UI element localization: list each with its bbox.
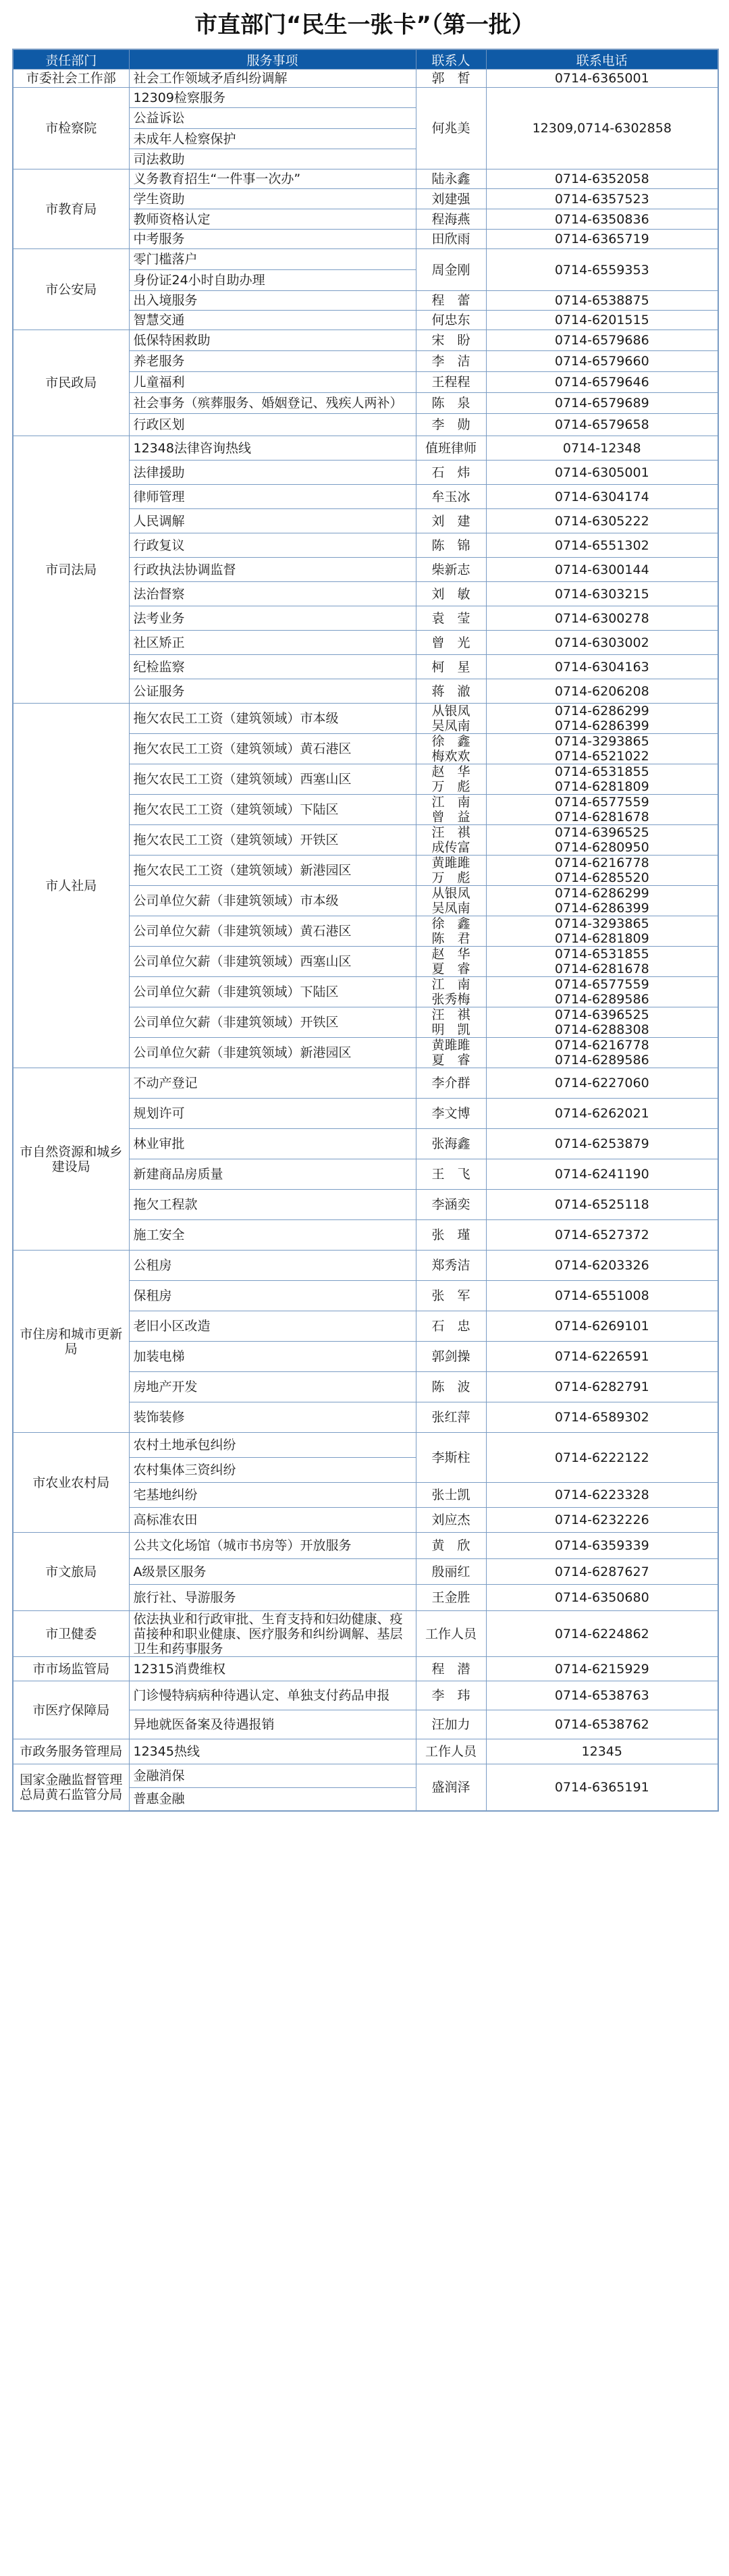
contact-cell: 程 蕾	[416, 291, 486, 311]
service-item-cell: 12309检察服务	[129, 88, 416, 108]
contact-cell: 刘应杰	[416, 1508, 486, 1533]
phone-cell: 0714-6262021	[486, 1099, 718, 1129]
contact-cell: 李 洁	[416, 351, 486, 372]
contact-cell: 黄 欣	[416, 1533, 486, 1559]
phone-cell: 0714-6216778 0714-6289586	[486, 1038, 718, 1068]
phone-cell: 0714-6269101	[486, 1311, 718, 1342]
contact-cell: 王金胜	[416, 1585, 486, 1611]
service-item-cell: 出入境服务	[129, 291, 416, 311]
table-row	[13, 436, 718, 461]
service-item-cell: 社会工作领域矛盾纠纷调解	[129, 70, 416, 88]
phone-cell: 0714-6305001	[486, 461, 718, 485]
department-cell: 市住房和城市更新局	[13, 1251, 129, 1433]
department-cell: 市自然资源和城乡建设局	[13, 1068, 129, 1251]
department-cell: 市农业农村局	[13, 1433, 129, 1533]
phone-cell: 0714-6226591	[486, 1342, 718, 1372]
page-title: 市直部门“民生一张卡”（第一批）	[194, 11, 535, 38]
service-item-cell: 行政区划	[129, 414, 416, 436]
table-row	[13, 1068, 718, 1099]
contact-cell: 李斯柱	[416, 1433, 486, 1483]
service-item-cell: 公租房	[129, 1251, 416, 1281]
contact-cell: 李 玮	[416, 1681, 486, 1710]
service-item-cell: A级景区服务	[129, 1559, 416, 1585]
phone-cell: 0714-6303002	[486, 631, 718, 655]
service-item-cell: 义务教育招生“一件事一次办”	[129, 169, 416, 189]
service-item-cell: 智慧交通	[129, 311, 416, 330]
service-item-cell: 人民调解	[129, 509, 416, 533]
contact-cell: 黄雎雎 万 彪	[416, 856, 486, 886]
service-item-cell: 低保特困救助	[129, 330, 416, 351]
service-item-cell: 法治督察	[129, 582, 416, 606]
service-item-cell: 未成年人检察保护	[129, 129, 416, 149]
department-cell: 市医疗保障局	[13, 1681, 129, 1739]
phone-cell: 0714-6303215	[486, 582, 718, 606]
phone-cell: 0714-6350836	[486, 209, 718, 230]
service-item-cell: 老旧小区改造	[129, 1311, 416, 1342]
service-item-cell: 零门槛落户	[129, 249, 416, 270]
service-item-cell: 纪检监察	[129, 655, 416, 679]
service-item-cell: 装饰装修	[129, 1402, 416, 1433]
service-item-cell: 12345热线	[129, 1739, 416, 1764]
phone-cell: 0714-6365191	[486, 1764, 718, 1811]
service-card-table	[12, 49, 719, 1812]
phone-cell: 0714-6286299 0714-6286399	[486, 704, 718, 734]
phone-cell: 0714-6241190	[486, 1159, 718, 1190]
contact-cell: 张海鑫	[416, 1129, 486, 1159]
phone-cell: 0714-6216778 0714-6285520	[486, 856, 718, 886]
header-contact: 联系人	[416, 49, 486, 70]
contact-cell: 周金刚	[416, 249, 486, 291]
service-item-cell: 社区矫正	[129, 631, 416, 655]
phone-cell: 0714-6300278	[486, 606, 718, 631]
service-item-cell: 公司单位欠薪（非建筑领域）市本级	[129, 886, 416, 916]
contact-cell: 陈 泉	[416, 393, 486, 414]
contact-cell: 蒋 澈	[416, 679, 486, 704]
service-item-cell: 法考业务	[129, 606, 416, 631]
table-header-row	[13, 49, 718, 70]
service-item-cell: 公司单位欠薪（非建筑领域）西塞山区	[129, 947, 416, 977]
contact-cell: 李介群	[416, 1068, 486, 1099]
service-item-cell: 拖欠农民工工资（建筑领域）市本级	[129, 704, 416, 734]
contact-cell: 王程程	[416, 372, 486, 393]
service-item-cell: 学生资助	[129, 189, 416, 209]
contact-cell: 李文博	[416, 1099, 486, 1129]
contact-cell: 从银凤 吴凤南	[416, 704, 486, 734]
phone-cell: 0714-6365001	[486, 70, 718, 88]
department-cell: 国家金融监督管理总局黄石监管分局	[13, 1764, 129, 1811]
contact-cell: 徐 鑫 陈 君	[416, 916, 486, 947]
contact-cell: 陈 波	[416, 1372, 486, 1402]
contact-cell: 郭 皙	[416, 70, 486, 88]
phone-cell: 0714-6232226	[486, 1508, 718, 1533]
department-cell: 市检察院	[13, 88, 129, 169]
department-cell: 市公安局	[13, 249, 129, 330]
phone-cell: 0714-6396525 0714-6288308	[486, 1007, 718, 1038]
contact-cell: 江 南 曾 益	[416, 795, 486, 825]
contact-cell: 何忠东	[416, 311, 486, 330]
phone-cell: 0714-6203326	[486, 1251, 718, 1281]
contact-cell: 江 南 张秀梅	[416, 977, 486, 1007]
service-item-cell: 行政复议	[129, 533, 416, 558]
service-item-cell: 拖欠农民工工资（建筑领域）西塞山区	[129, 764, 416, 795]
phone-cell: 0714-6352058	[486, 169, 718, 189]
service-item-cell: 拖欠农民工工资（建筑领域）新港园区	[129, 856, 416, 886]
contact-cell: 曾 光	[416, 631, 486, 655]
table-body	[13, 70, 718, 1811]
phone-cell: 0714-6396525 0714-6280950	[486, 825, 718, 856]
service-item-cell: 公司单位欠薪（非建筑领域）下陆区	[129, 977, 416, 1007]
phone-cell: 0714-6300144	[486, 558, 718, 582]
service-item-cell: 社会事务（殡葬服务、婚姻登记、残疾人两补）	[129, 393, 416, 414]
phone-cell: 0714-6224862	[486, 1611, 718, 1657]
department-cell: 市文旅局	[13, 1533, 129, 1611]
phone-cell: 0714-6282791	[486, 1372, 718, 1402]
phone-cell: 0714-6551008	[486, 1281, 718, 1311]
service-item-cell: 儿童福利	[129, 372, 416, 393]
phone-cell: 0714-6579660	[486, 351, 718, 372]
contact-cell: 袁 莹	[416, 606, 486, 631]
service-item-cell: 异地就医备案及待遇报销	[129, 1710, 416, 1739]
service-item-cell: 公益诉讼	[129, 108, 416, 129]
table-row	[13, 1533, 718, 1559]
service-item-cell: 法律援助	[129, 461, 416, 485]
service-item-cell: 公司单位欠薪（非建筑领域）新港园区	[129, 1038, 416, 1068]
phone-cell: 0714-6559353	[486, 249, 718, 291]
contact-cell: 石 炜	[416, 461, 486, 485]
service-item-cell: 中考服务	[129, 230, 416, 249]
contact-cell: 李涵奕	[416, 1190, 486, 1220]
service-item-cell: 门诊慢特病病种待遇认定、单独支付药品申报	[129, 1681, 416, 1710]
contact-cell: 刘 敏	[416, 582, 486, 606]
contact-cell: 徐 鑫 梅欢欢	[416, 734, 486, 764]
department-cell: 市人社局	[13, 704, 129, 1068]
contact-cell: 刘 建	[416, 509, 486, 533]
department-cell: 市委社会工作部	[13, 70, 129, 88]
header-department: 责任部门	[13, 49, 129, 70]
header-phone: 联系电话	[486, 49, 718, 70]
service-item-cell: 不动产登记	[129, 1068, 416, 1099]
service-item-cell: 律师管理	[129, 485, 416, 509]
service-item-cell: 林业审批	[129, 1129, 416, 1159]
table-row	[13, 70, 718, 88]
department-cell: 市市场监管局	[13, 1657, 129, 1681]
phone-cell: 0714-6525118	[486, 1190, 718, 1220]
phone-cell: 0714-6579689	[486, 393, 718, 414]
phone-cell: 0714-6538763	[486, 1681, 718, 1710]
contact-cell: 工作人员	[416, 1739, 486, 1764]
phone-cell: 0714-3293865 0714-6521022	[486, 734, 718, 764]
contact-cell: 张 军	[416, 1281, 486, 1311]
contact-cell: 程 潜	[416, 1657, 486, 1681]
phone-cell: 0714-6365719	[486, 230, 718, 249]
service-item-cell: 拖欠农民工工资（建筑领域）开铁区	[129, 825, 416, 856]
phone-cell: 0714-6222122	[486, 1433, 718, 1483]
service-item-cell: 普惠金融	[129, 1788, 416, 1811]
service-item-cell: 施工安全	[129, 1220, 416, 1251]
service-item-cell: 保租房	[129, 1281, 416, 1311]
phone-cell: 0714-6527372	[486, 1220, 718, 1251]
contact-cell: 殷丽红	[416, 1559, 486, 1585]
contact-cell: 牟玉冰	[416, 485, 486, 509]
phone-cell: 0714-6223328	[486, 1483, 718, 1508]
table-row	[13, 169, 718, 189]
contact-cell: 柴新志	[416, 558, 486, 582]
phone-cell: 0714-6304174	[486, 485, 718, 509]
service-item-cell: 12315消费维权	[129, 1657, 416, 1681]
phone-cell: 0714-6538875	[486, 291, 718, 311]
service-item-cell: 公司单位欠薪（非建筑领域）开铁区	[129, 1007, 416, 1038]
contact-cell: 从银凤 吴凤南	[416, 886, 486, 916]
service-item-cell: 农村土地承包纠纷	[129, 1433, 416, 1458]
service-item-cell: 养老服务	[129, 351, 416, 372]
phone-cell: 0714-6286299 0714-6286399	[486, 886, 718, 916]
table-row	[13, 1433, 718, 1458]
service-item-cell: 房地产开发	[129, 1372, 416, 1402]
department-cell: 市卫健委	[13, 1611, 129, 1657]
phone-cell: 0714-12348	[486, 436, 718, 461]
phone-cell: 0714-6579646	[486, 372, 718, 393]
contact-cell: 程海燕	[416, 209, 486, 230]
contact-cell: 陆永鑫	[416, 169, 486, 189]
contact-cell: 何兆美	[416, 88, 486, 169]
phone-cell: 0714-6227060	[486, 1068, 718, 1099]
contact-cell: 赵 华 万 彪	[416, 764, 486, 795]
service-item-cell: 司法救助	[129, 149, 416, 169]
service-item-cell: 12348法律咨询热线	[129, 436, 416, 461]
contact-cell: 李 勋	[416, 414, 486, 436]
service-item-cell: 规划许可	[129, 1099, 416, 1129]
department-cell: 市民政局	[13, 330, 129, 436]
phone-cell: 0714-6304163	[486, 655, 718, 679]
phone-cell: 0714-6531855 0714-6281809	[486, 764, 718, 795]
table-row	[13, 1657, 718, 1681]
contact-cell: 赵 华 夏 睿	[416, 947, 486, 977]
phone-cell: 0714-6201515	[486, 311, 718, 330]
service-item-cell: 宅基地纠纷	[129, 1483, 416, 1508]
table-row	[13, 330, 718, 351]
phone-cell: 0714-6215929	[486, 1657, 718, 1681]
contact-cell: 盛润泽	[416, 1764, 486, 1811]
table-row	[13, 1251, 718, 1281]
contact-cell: 值班律师	[416, 436, 486, 461]
service-item-cell: 加装电梯	[129, 1342, 416, 1372]
contact-cell: 郑秀洁	[416, 1251, 486, 1281]
service-item-cell: 农村集体三资纠纷	[129, 1458, 416, 1483]
table-row	[13, 1739, 718, 1764]
contact-cell: 张士凯	[416, 1483, 486, 1508]
service-item-cell: 拖欠工程款	[129, 1190, 416, 1220]
table-row	[13, 704, 718, 734]
table-row	[13, 249, 718, 270]
contact-cell: 汪加力	[416, 1710, 486, 1739]
table-row	[13, 88, 718, 108]
service-item-cell: 行政执法协调监督	[129, 558, 416, 582]
phone-cell: 0714-6577559 0714-6289586	[486, 977, 718, 1007]
service-item-cell: 拖欠农民工工资（建筑领域）黄石港区	[129, 734, 416, 764]
phone-cell: 0714-6305222	[486, 509, 718, 533]
table-row	[13, 1611, 718, 1657]
contact-cell: 田欣雨	[416, 230, 486, 249]
contact-cell: 张 瑾	[416, 1220, 486, 1251]
service-item-cell: 教师资格认定	[129, 209, 416, 230]
service-item-cell: 高标准农田	[129, 1508, 416, 1533]
service-item-cell: 新建商品房质量	[129, 1159, 416, 1190]
contact-cell: 张红萍	[416, 1402, 486, 1433]
contact-cell: 工作人员	[416, 1611, 486, 1657]
header-service: 服务事项	[129, 49, 416, 70]
service-item-cell: 公司单位欠薪（非建筑领域）黄石港区	[129, 916, 416, 947]
service-item-cell: 身份证24小时自助办理	[129, 270, 416, 291]
contact-cell: 汪 祺 成传富	[416, 825, 486, 856]
phone-cell: 0714-6253879	[486, 1129, 718, 1159]
phone-cell: 0714-6579658	[486, 414, 718, 436]
phone-cell: 0714-6350680	[486, 1585, 718, 1611]
contact-cell: 柯 星	[416, 655, 486, 679]
phone-cell: 0714-6551302	[486, 533, 718, 558]
service-item-cell: 金融消保	[129, 1764, 416, 1788]
phone-cell: 0714-6206208	[486, 679, 718, 704]
service-item-cell: 旅行社、导游服务	[129, 1585, 416, 1611]
phone-cell: 12309,0714-6302858	[486, 88, 718, 169]
phone-cell: 0714-6538762	[486, 1710, 718, 1739]
service-item-cell: 公共文化场馆（城市书房等）开放服务	[129, 1533, 416, 1559]
table-row	[13, 1764, 718, 1788]
phone-cell: 0714-6531855 0714-6281678	[486, 947, 718, 977]
contact-cell: 陈 锦	[416, 533, 486, 558]
service-item-cell: 依法执业和行政审批、生育支持和妇幼健康、疫苗接种和职业健康、医疗服务和纠纷调解、基层卫生和药事服务	[129, 1611, 416, 1657]
department-cell: 市司法局	[13, 436, 129, 704]
contact-cell: 王 飞	[416, 1159, 486, 1190]
phone-cell: 0714-6579686	[486, 330, 718, 351]
department-cell: 市政务服务管理局	[13, 1739, 129, 1764]
department-cell: 市教育局	[13, 169, 129, 249]
table-row	[13, 1681, 718, 1710]
contact-cell: 郭剑操	[416, 1342, 486, 1372]
phone-cell: 0714-6287627	[486, 1559, 718, 1585]
contact-cell: 石 忠	[416, 1311, 486, 1342]
phone-cell: 0714-6577559 0714-6281678	[486, 795, 718, 825]
contact-cell: 刘建强	[416, 189, 486, 209]
phone-cell: 0714-3293865 0714-6281809	[486, 916, 718, 947]
service-item-cell: 拖欠农民工工资（建筑领域）下陆区	[129, 795, 416, 825]
phone-cell: 0714-6359339	[486, 1533, 718, 1559]
phone-cell: 12345	[486, 1739, 718, 1764]
contact-cell: 宋 盼	[416, 330, 486, 351]
phone-cell: 0714-6589302	[486, 1402, 718, 1433]
contact-cell: 汪 祺 明 凯	[416, 1007, 486, 1038]
phone-cell: 0714-6357523	[486, 189, 718, 209]
contact-cell: 黄雎雎 夏 睿	[416, 1038, 486, 1068]
service-item-cell: 公证服务	[129, 679, 416, 704]
